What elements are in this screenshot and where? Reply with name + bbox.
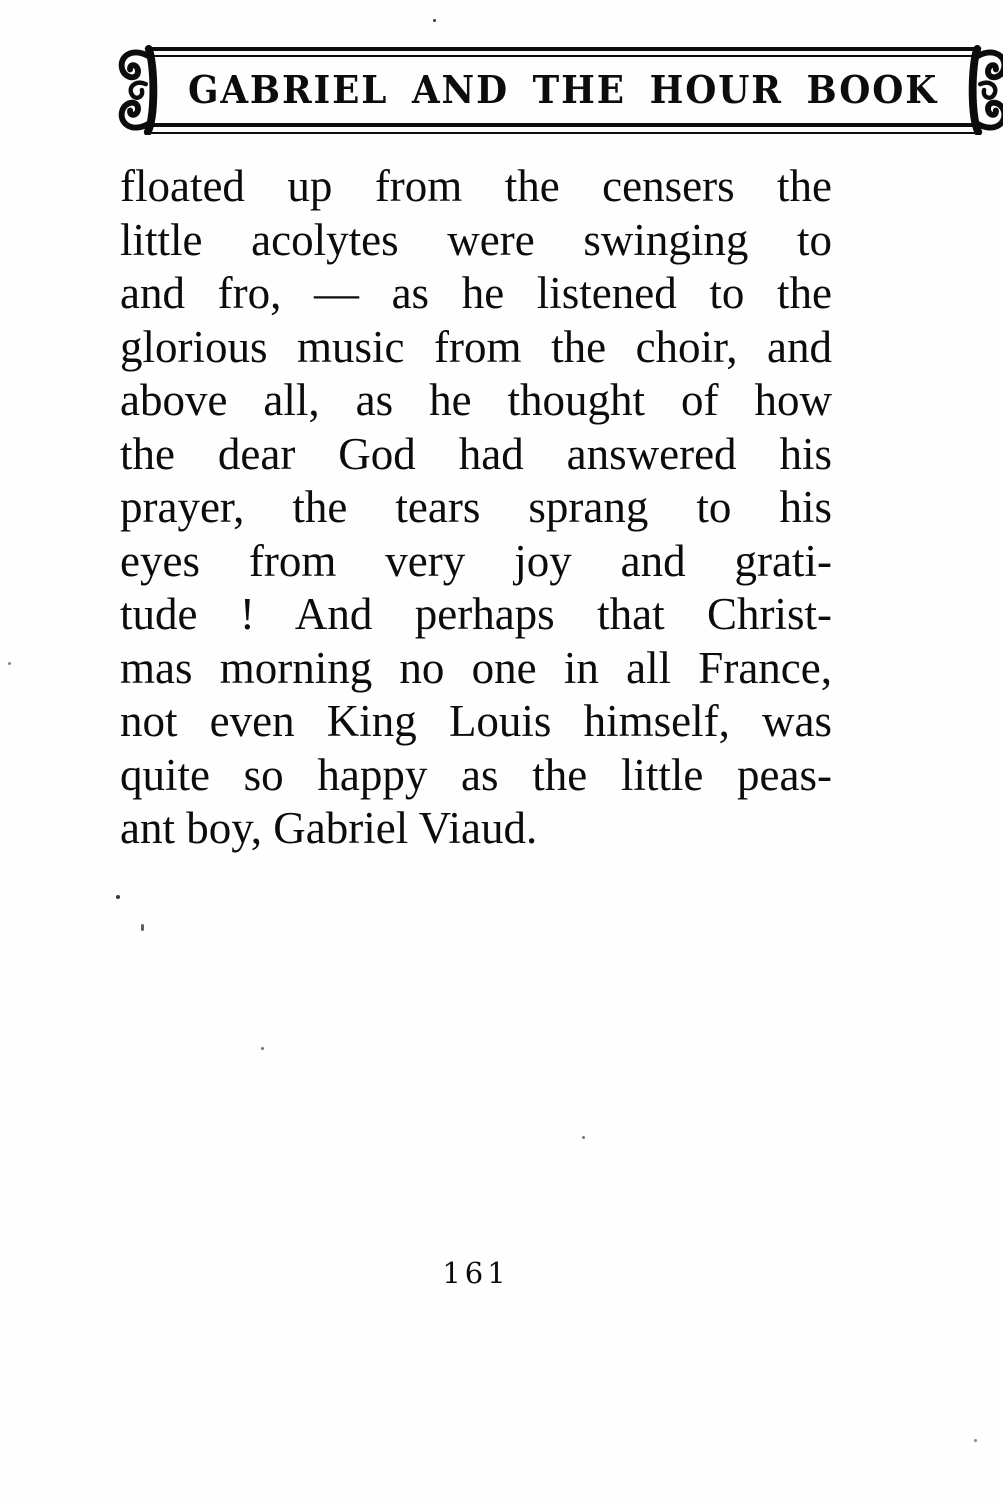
text-line: prayer, the tears sprang to his <box>120 482 832 532</box>
text-line: little acolytes were swinging to <box>120 214 832 265</box>
text-line: not even King Louis himself, was <box>120 696 832 746</box>
text-line: eyes from very joy and grati- <box>120 535 832 586</box>
scan-speck <box>261 1047 264 1050</box>
text-line: mas morning no one in all France, <box>120 642 832 693</box>
scan-speck <box>582 1136 585 1139</box>
text-line: tude ! And perhaps that Christ- <box>120 589 832 639</box>
double-rule-top <box>150 47 976 57</box>
page-number: 161 <box>442 1256 510 1290</box>
text-line: glorious music from the choir, and <box>120 321 832 372</box>
text-line: floated up from the censers the <box>120 161 832 211</box>
scan-speck <box>8 662 11 665</box>
text-line: quite so happy as the little peas- <box>120 749 832 800</box>
running-head-title: GABRIEL AND THE HOUR BOOK <box>187 67 939 112</box>
text-line: and fro, — as he listened to the <box>120 268 832 318</box>
scan-speck <box>433 19 436 22</box>
scan-speck <box>141 924 144 931</box>
page-body-text <box>120 160 832 856</box>
text-line: ant boy, Gabriel Viaud. <box>120 803 538 853</box>
double-rule-bottom <box>150 123 976 134</box>
scan-speck <box>116 895 120 899</box>
scroll-flourish-right-icon <box>966 44 1003 136</box>
scan-speck <box>974 1439 977 1442</box>
text-line: above all, as he thought of how <box>120 375 832 425</box>
banner-rules-and-title <box>150 44 976 136</box>
text-line: the dear God had answered his <box>120 428 832 479</box>
running-head-banner <box>112 44 939 136</box>
